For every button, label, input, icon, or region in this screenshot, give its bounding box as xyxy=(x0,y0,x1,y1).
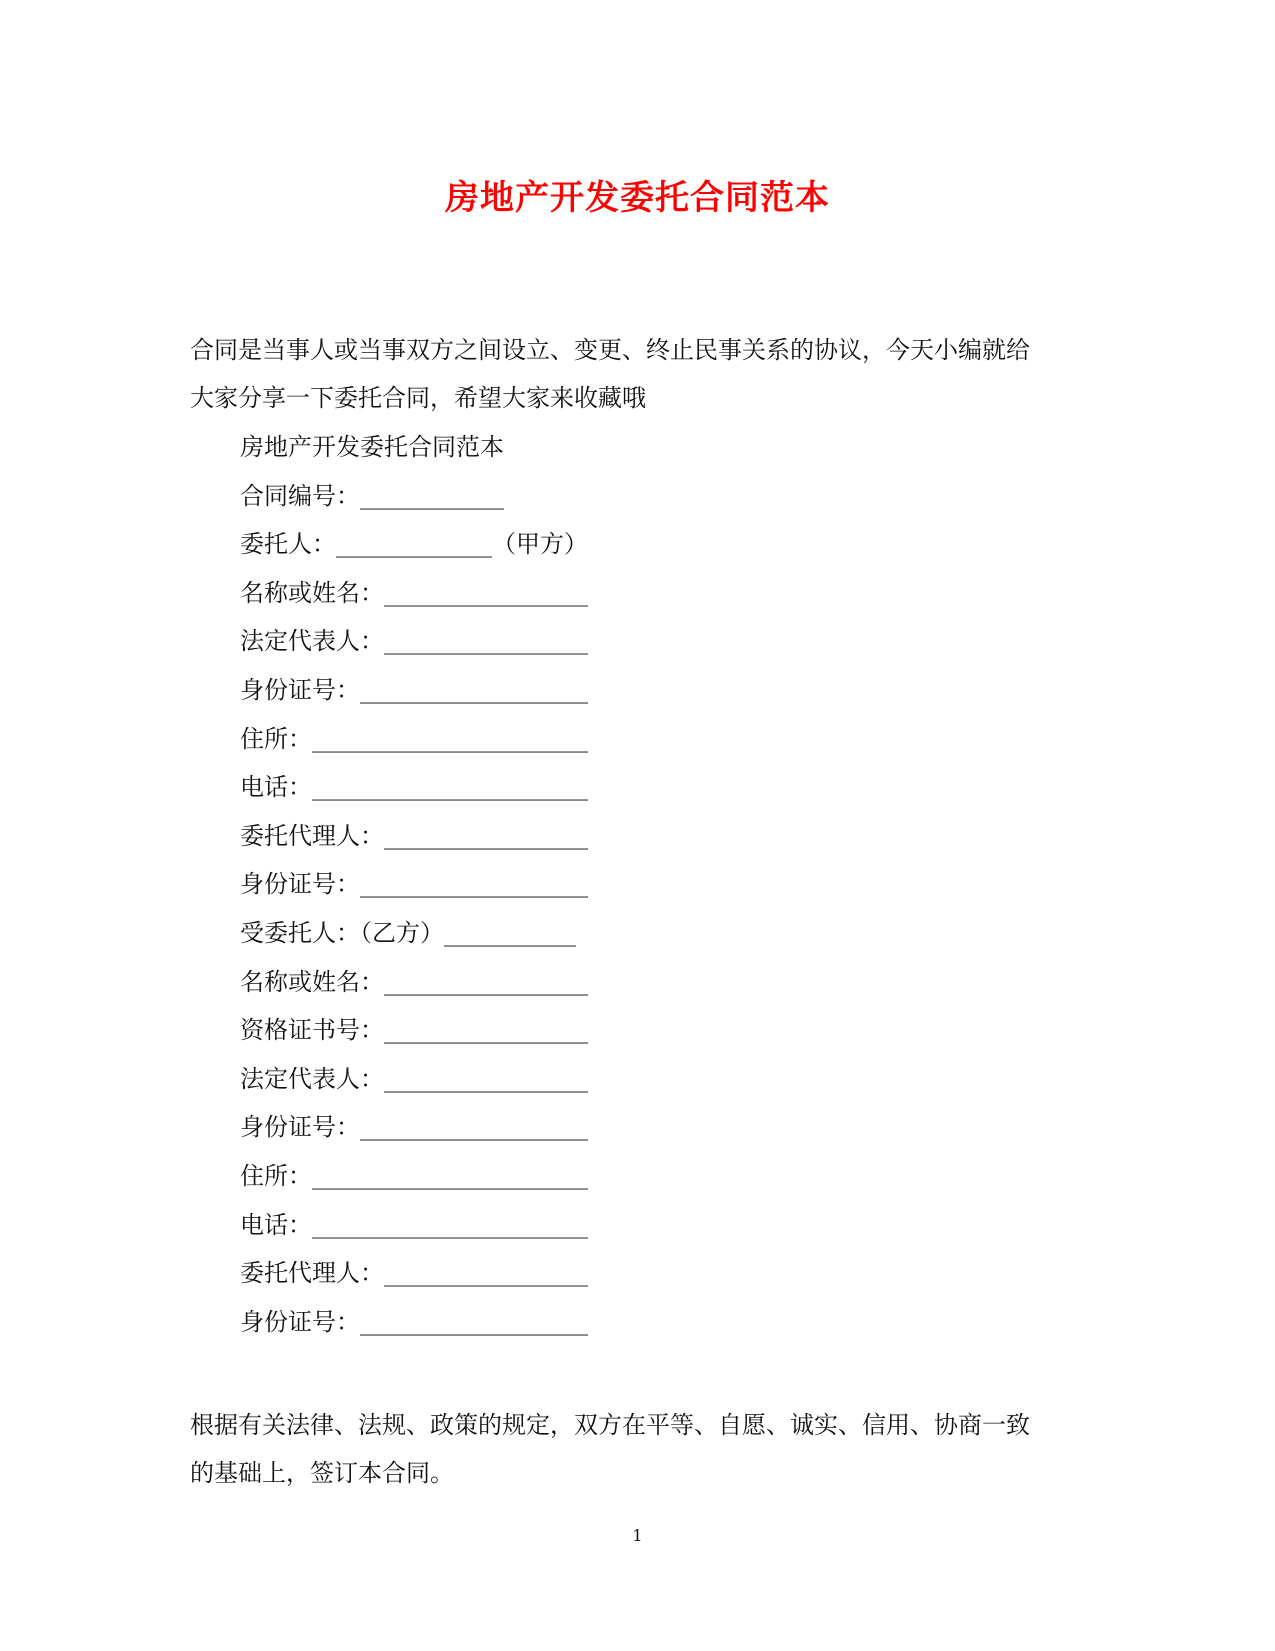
field-principal-legal-rep: 法定代表人：_________________ xyxy=(240,627,588,656)
field-trustee-id: 身份证号：___________________ xyxy=(240,1113,588,1142)
field-principal-agent: 委托代理人：_________________ xyxy=(240,821,588,850)
intro-line: 合同是当事人或当事双方之间设立、变更、终止民事关系的协议，今天小编就给 xyxy=(190,336,1030,364)
intro-paragraph xyxy=(190,326,1070,422)
outro-line: 的基础上，签订本合同。 xyxy=(190,1459,454,1487)
field-principal-agent-id: 身份证号：___________________ xyxy=(240,870,588,899)
outro-line: 根据有关法律、法规、政策的规定，双方在平等、自愿、诚实、信用、协商一致 xyxy=(190,1411,1030,1439)
field-principal-address: 住所：_______________________ xyxy=(240,724,588,753)
field-trustee-cert: 资格证书号：_________________ xyxy=(240,1016,588,1045)
field-trustee-phone: 电话：_______________________ xyxy=(240,1210,588,1239)
intro-line: 大家分享一下委托合同，希望大家来收藏哦 xyxy=(190,384,646,412)
document-title: 房地产开发委托合同范本 xyxy=(445,178,830,218)
field-trustee-agent: 委托代理人：_________________ xyxy=(240,1259,588,1288)
field-trustee-legal-rep: 法定代表人：_________________ xyxy=(240,1064,588,1093)
outro-paragraph xyxy=(190,1401,1070,1497)
field-contract-number: 合同编号：____________ xyxy=(240,481,504,510)
field-trustee-name: 名称或姓名：_________________ xyxy=(240,967,588,996)
contract-subtitle: 房地产开发委托合同范本 xyxy=(240,433,504,461)
page-number: 1 xyxy=(632,1526,643,1545)
contract-fields xyxy=(240,423,940,1346)
field-principal: 委托人：_____________（甲方） xyxy=(240,530,588,559)
field-principal-name: 名称或姓名：_________________ xyxy=(240,578,588,607)
field-trustee-address: 住所：_______________________ xyxy=(240,1161,588,1190)
field-principal-id: 身份证号：___________________ xyxy=(240,675,588,704)
field-trustee: 受委托人：（乙方）___________ xyxy=(240,918,576,947)
field-trustee-agent-id: 身份证号：___________________ xyxy=(240,1307,588,1336)
field-principal-phone: 电话：_______________________ xyxy=(240,773,588,802)
